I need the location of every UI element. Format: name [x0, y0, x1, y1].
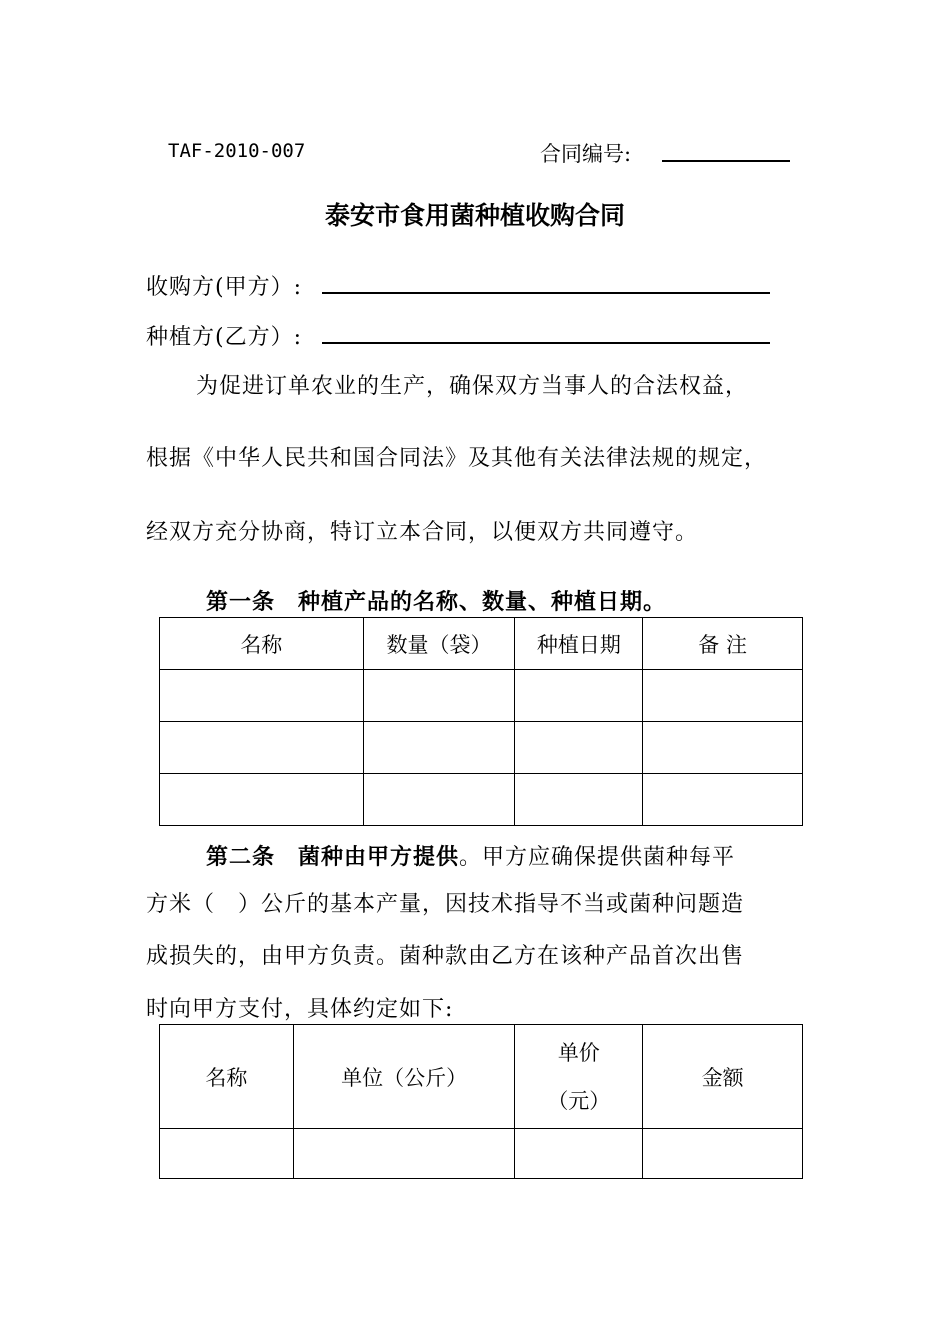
table-row: [160, 1129, 803, 1179]
seed-table: [159, 1024, 803, 1179]
header-cell-unit: 单位（公斤）: [293, 1025, 515, 1129]
header-cell-name: 名称: [160, 1025, 294, 1129]
article-1-heading: 第一条 种植产品的名称、数量、种植日期。: [206, 589, 667, 615]
table-header-row: [160, 1025, 803, 1129]
planting-table: [159, 617, 803, 826]
header-cell-planting-date: 种植日期: [515, 618, 643, 670]
table-cell[interactable]: [515, 1129, 643, 1179]
table-row: [160, 722, 803, 774]
table-cell[interactable]: [515, 722, 643, 774]
article-2-line-4: 时向甲方支付，具体约定如下:: [146, 997, 454, 1022]
article-2-text: 。甲方应确保提供菌种每平: [459, 845, 736, 870]
table-cell[interactable]: [363, 670, 515, 722]
unit-price-label: 单价: [557, 1040, 600, 1065]
table-cell[interactable]: [643, 722, 803, 774]
grower-label: 种植方(乙方）:: [146, 325, 302, 350]
article-2-line-2: 方米（ ）公斤的基本产量，因技术指导不当或菌种问题造: [146, 892, 745, 917]
preamble-line-3: 经双方充分协商，特订立本合同，以便双方共同遵守。: [146, 520, 699, 545]
article-2-line-1: [206, 840, 735, 871]
table-cell[interactable]: [515, 670, 643, 722]
article-2-heading: 第二条 菌种由甲方提供: [206, 844, 460, 870]
table-cell[interactable]: [515, 774, 643, 826]
contract-number-field[interactable]: [662, 160, 790, 162]
table-cell[interactable]: [160, 774, 364, 826]
table-cell[interactable]: [643, 774, 803, 826]
buyer-field[interactable]: [322, 292, 770, 294]
buyer-label: 收购方(甲方）:: [146, 275, 302, 300]
table-cell[interactable]: [160, 722, 364, 774]
article-2-line-3: 成损失的，由甲方负责。菌种款由乙方在该种产品首次出售: [146, 944, 745, 969]
form-code: TAF-2010-007: [168, 140, 306, 162]
table-cell[interactable]: [160, 1129, 294, 1179]
table-cell[interactable]: [363, 774, 515, 826]
table-header-row: [160, 618, 803, 670]
header-cell-quantity: 数量（袋）: [363, 618, 515, 670]
header-cell-amount: 金额: [643, 1025, 803, 1129]
unit-price-currency: （元）: [547, 1088, 611, 1113]
table-cell[interactable]: [643, 1129, 803, 1179]
header-cell-remarks: 备 注: [643, 618, 803, 670]
table-cell[interactable]: [643, 670, 803, 722]
table-cell[interactable]: [160, 670, 364, 722]
table-row: [160, 670, 803, 722]
preamble-line-2: 根据《中华人民共和国合同法》及其他有关法律法规的规定，: [146, 446, 768, 471]
table-cell[interactable]: [363, 722, 515, 774]
contract-number-label: 合同编号:: [540, 142, 632, 166]
preamble-line-1: 为促进订单农业的生产，确保双方当事人的合法权益，: [196, 374, 749, 399]
table-cell[interactable]: [293, 1129, 515, 1179]
document-title: 泰安市食用菌种植收购合同: [324, 201, 625, 230]
header-cell-unit-price: [515, 1025, 643, 1129]
header-cell-name: 名称: [160, 618, 364, 670]
table-row: [160, 774, 803, 826]
grower-field[interactable]: [322, 342, 770, 344]
